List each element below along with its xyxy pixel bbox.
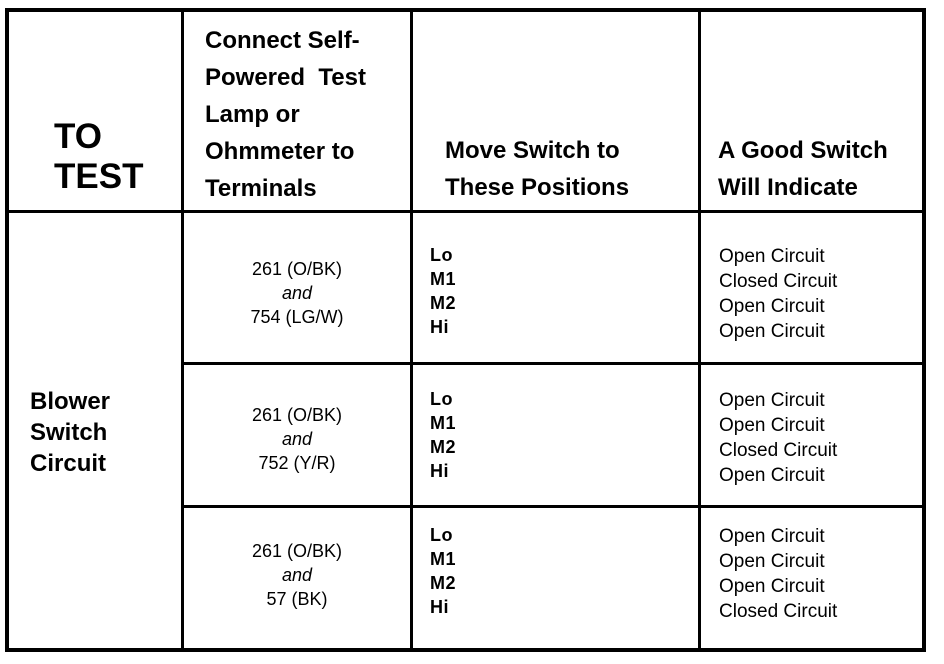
terminals-cell (184, 403, 410, 475)
connect-heading (205, 22, 366, 207)
indication-item: Open Circuit (719, 526, 825, 547)
row-divider (181, 362, 922, 365)
position-item: Lo (430, 525, 453, 545)
indication-item: Open Circuit (719, 415, 825, 436)
terminal-a: 261 (O/BK) (251, 405, 343, 425)
blower-switch-circuit-label (30, 386, 110, 479)
good-heading-line: Will Indicate (718, 174, 858, 201)
indication-item: Open Circuit (719, 465, 825, 486)
to-test-heading (54, 117, 143, 197)
to-test-line: TO (54, 117, 102, 156)
move-heading-line: These Positions (445, 174, 630, 201)
position-item: M2 (430, 437, 457, 457)
column-divider (698, 12, 701, 648)
terminal-a: 261 (O/BK) (251, 541, 343, 561)
indications-cell (719, 244, 837, 344)
circuit-label-line: Blower (30, 388, 111, 415)
row-divider (181, 505, 922, 508)
header-divider (9, 210, 922, 213)
circuit-label-line: Switch (30, 419, 108, 446)
position-item: Lo (430, 389, 453, 409)
terminals-cell (184, 539, 410, 611)
connect-heading-line: Powered Test (205, 64, 366, 91)
conjunction: and (281, 565, 313, 585)
connect-heading-line: Terminals (205, 175, 317, 202)
indication-item: Open Circuit (719, 246, 825, 267)
terminal-b: 57 (BK) (266, 589, 328, 609)
position-item: M1 (430, 549, 457, 569)
connect-heading-line: Ohmmeter to (205, 138, 355, 165)
terminals-cell (184, 257, 410, 329)
column-divider (410, 12, 413, 648)
indications-cell (719, 388, 837, 488)
move-heading-line: Move Switch to (445, 137, 620, 164)
conjunction: and (281, 429, 313, 449)
indication-item: Open Circuit (719, 551, 825, 572)
positions-cell (430, 523, 456, 619)
connect-heading-line: Connect Self- (205, 27, 360, 54)
circuit-label-line: Circuit (30, 450, 107, 477)
position-item: M2 (430, 293, 457, 313)
indication-item: Closed Circuit (719, 271, 838, 292)
position-item: Hi (430, 461, 449, 481)
good-heading-line: A Good Switch (718, 137, 888, 164)
indication-item: Open Circuit (719, 576, 825, 597)
indication-item: Open Circuit (719, 296, 825, 317)
positions-cell (430, 243, 456, 339)
to-test-line: TEST (54, 157, 144, 196)
connect-heading-line: Lamp or (205, 101, 300, 128)
indication-item: Closed Circuit (719, 601, 838, 622)
position-item: M2 (430, 573, 457, 593)
conjunction: and (281, 283, 313, 303)
position-item: Hi (430, 597, 449, 617)
indications-cell (719, 524, 837, 624)
positions-cell (430, 387, 456, 483)
terminal-b: 754 (LG/W) (250, 307, 344, 327)
indication-item: Open Circuit (719, 321, 825, 342)
position-item: M1 (430, 413, 457, 433)
position-item: Lo (430, 245, 453, 265)
terminal-a: 261 (O/BK) (251, 259, 343, 279)
indication-item: Closed Circuit (719, 440, 838, 461)
position-item: Hi (430, 317, 449, 337)
indication-item: Open Circuit (719, 390, 825, 411)
move-switch-heading (445, 132, 629, 206)
good-switch-heading (718, 132, 888, 206)
position-item: M1 (430, 269, 457, 289)
terminal-b: 752 (Y/R) (258, 453, 336, 473)
